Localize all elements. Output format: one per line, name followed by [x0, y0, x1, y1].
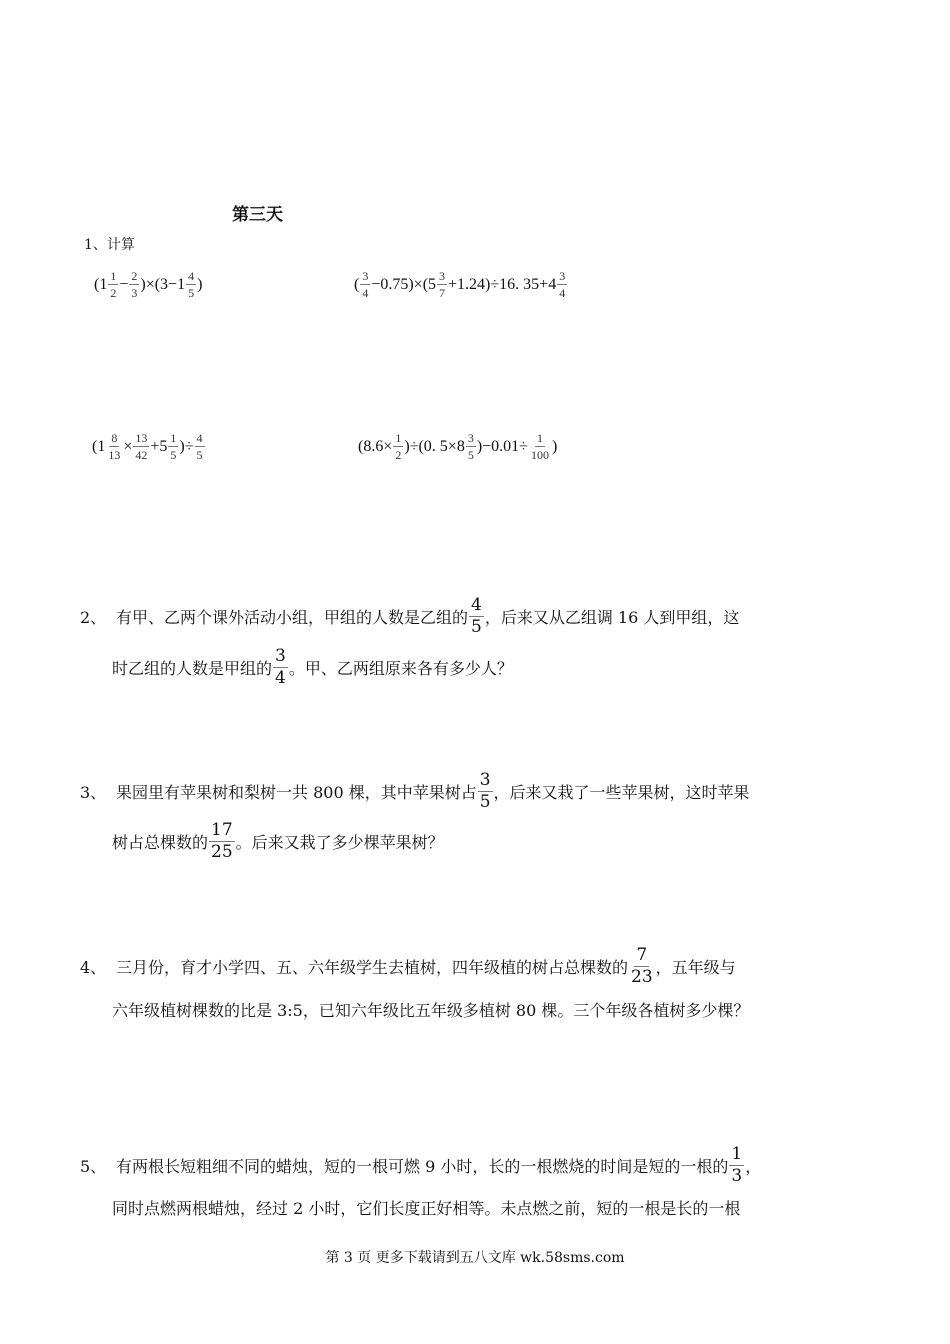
expr-text: ( [354, 275, 360, 293]
question-text: ，后来又从乙组调 16 人到甲组，这 [484, 608, 740, 627]
expr-text: ) [551, 437, 558, 455]
fraction: $\frac{3}{5}$ [467, 431, 474, 462]
question-2-line-2 [112, 648, 513, 687]
question-text: 。甲、乙两组原来各有多少人？ [288, 659, 513, 678]
question-3-line-1 [80, 772, 750, 811]
fraction: $\frac{1}{100}$ [530, 431, 549, 462]
expr-text: (1 [92, 437, 106, 455]
fraction: $\frac{3}{4}$ [362, 269, 369, 300]
question-text: 有甲、乙两个课外活动小组，甲组的人数是乙组的 [116, 608, 469, 627]
question-text: 同时点燃两根蜡烛，经过 2 小时，它们长度正好相等。未点燃之前，短的一根是长的一根 [112, 1199, 741, 1218]
question-5-line-2 [112, 1196, 740, 1219]
expression-3 [92, 432, 206, 461]
expr-text: (8.6× [358, 437, 393, 455]
question-5-line-1 [80, 1146, 761, 1185]
fraction: $\frac{3}{4}$ [275, 646, 286, 688]
section-1-label: 1、计算 [84, 237, 135, 253]
fraction: $\frac{1}{5}$ [170, 431, 177, 462]
question-number: 3、 [80, 783, 107, 802]
expression-2 [354, 270, 568, 299]
fraction: $\frac{2}{3}$ [131, 269, 138, 300]
question-text: ，后来又栽了一些苹果树，这时苹果 [493, 783, 750, 802]
expr-text: )÷ [179, 437, 194, 455]
question-text: 果园里有苹果树和梨树一共 800 棵，其中苹果树占 [116, 783, 477, 802]
question-4-line-2 [112, 998, 749, 1021]
fraction: $\frac{4}{5}$ [196, 431, 203, 462]
expr-text: )÷(0. 5×8 [404, 437, 465, 455]
question-text: 时乙组的人数是甲组的 [112, 659, 273, 678]
question-text: ，五年级与 [655, 958, 736, 977]
expr-text: × [123, 437, 133, 455]
fraction: $\frac{1}{2}$ [395, 431, 402, 462]
question-number: 2、 [80, 608, 107, 627]
question-text: 有两根长短粗细不同的蜡烛，短的一根可燃 9 小时，长的一根燃烧的时间是短的一根的 [116, 1157, 729, 1176]
page-footer: 第 3 页 更多下载请到五八文库 wk.58sms.com [325, 1250, 625, 1266]
question-2-line-1 [80, 597, 739, 636]
expr-text: )−0.01÷ [476, 437, 528, 455]
page-title: 第三天 [232, 205, 283, 225]
question-3-line-2 [112, 822, 444, 861]
expr-text: − [119, 275, 129, 293]
fraction: $\frac{7}{23}$ [631, 945, 653, 987]
expression-1 [94, 270, 202, 299]
expression-4 [358, 432, 557, 461]
question-text: 。后来又栽了多少棵苹果树？ [235, 833, 444, 852]
fraction: $\frac{3}{7}$ [439, 269, 446, 300]
fraction: $\frac{13}{42}$ [135, 431, 148, 462]
question-4-line-1 [80, 947, 736, 986]
question-text: 三月份，育才小学四、五、六年级学生去植树，四年级植的树占总棵数的 [116, 958, 629, 977]
question-text: ， [745, 1157, 762, 1176]
fraction: $\frac{4}{5}$ [471, 595, 482, 637]
fraction: $\frac{1}{2}$ [110, 269, 117, 300]
expr-text: ) [197, 275, 203, 293]
expr-text: (1 [94, 275, 108, 293]
question-text: 树占总棵数的 [112, 833, 209, 852]
expr-text: −0.75)×(5 [371, 275, 437, 293]
fraction: $\frac{4}{5}$ [188, 269, 195, 300]
fraction: $\frac{3}{4}$ [559, 269, 566, 300]
fraction: $\frac{8}{13}$ [108, 431, 121, 462]
question-text: 六年级植树棵数的比是 3:5，已知六年级比五年级多植树 80 棵。三个年级各植树多少棵？ [112, 1001, 750, 1020]
expr-text: +1.24)÷16. 35+4 [448, 275, 557, 293]
expr-text: +5 [150, 437, 168, 455]
fraction: $\frac{1}{3}$ [731, 1144, 743, 1186]
question-number: 5、 [80, 1157, 107, 1176]
fraction: $\frac{17}{25}$ [211, 820, 233, 862]
expr-text: )×(3−1 [140, 275, 186, 293]
fraction: $\frac{3}{5}$ [479, 770, 491, 812]
question-number: 4、 [80, 958, 107, 977]
